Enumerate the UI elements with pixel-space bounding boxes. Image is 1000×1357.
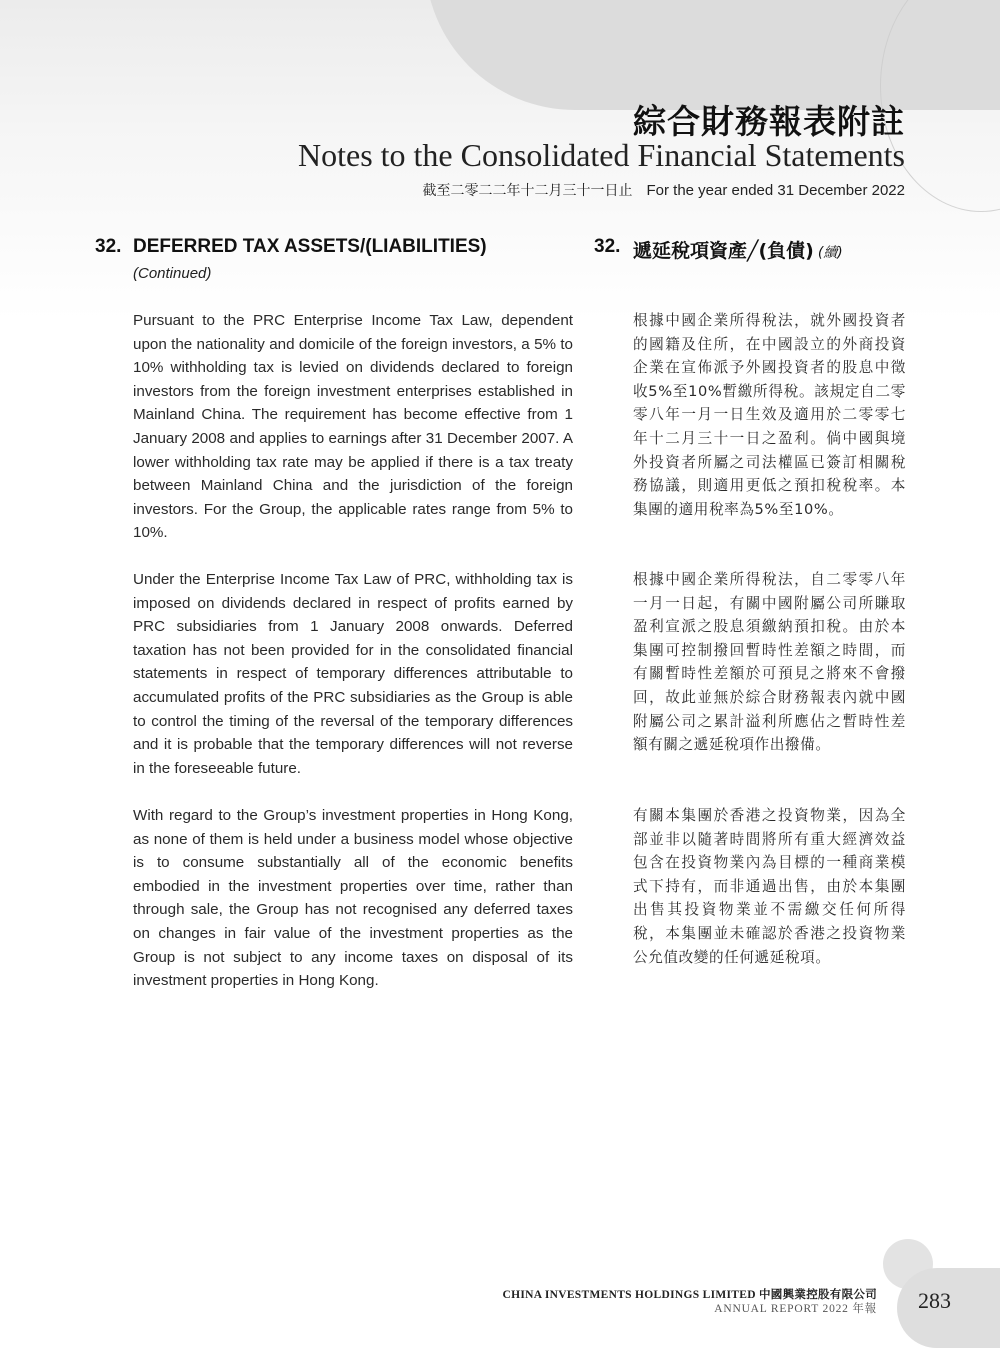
paragraph-cn-2: 根據中國企業所得稅法，自二零零八年一月一日起，有關中國附屬公司所賺取盈利宣派之股息須繳納預扣稅。由於本集團可控制撥回暫時性差額之時間，而有關暫時性差額於可預見之將來不會撥回，故此並無於綜合財務報表內就中國附屬公司之累計溢利所應佔之暫時性差額有關之遞延稅項作出撥備。 (633, 571, 906, 754)
page-title-en: Notes to the Consolidated Financial Statements (297, 137, 905, 173)
section-title-en: DEFERRED TAX ASSETS/(LIABILITIES) (133, 236, 487, 257)
period-cn: 截至二零二二年十二月三十一日止 (422, 183, 633, 199)
period-line (423, 180, 906, 200)
paragraph-en-1: Pursuant to the PRC Enterprise Income Tax Law, dependent upon the nationality and domicile of the foreign investors, a 5% to 10% withholding tax is levied on dividends declared to foreign investors from the foreign investment enterprises established in Mainland China. The requirement has become effective from 1 January 2008 and applies to earnings after 31 December 2007. A lower withholding tax rate may be applied if there is a tax treaty between Mainland China and the jurisdiction of the foreign investors. For the Group, the applicable rates range from 5% to 10%. (133, 312, 573, 542)
page-number: 283 (918, 1288, 951, 1313)
section-number-cn: 32. (594, 236, 621, 257)
paragraph-en-2: Under the Enterprise Income Tax Law of PRC, withholding tax is imposed on dividends declared in respect of profits earned by PRC subsidiaries from 1 January 2008 onwards. Deferred taxation has not been provided for in the consolidated financial statements in respect of temporary differences attributable to accumulated profits of the PRC subsidiaries as the Group is able to control the timing of the reversal of the temporary differences and it is probable that the temporary differences will not reverse in the foreseeable future. (133, 571, 573, 777)
footer-report: ANNUAL REPORT 2022 年報 (714, 1303, 877, 1315)
footer-company: CHINA INVESTMENTS HOLDINGS LIMITED 中國興業控股有限公司 (502, 1289, 877, 1301)
paragraph-en-3: With regard to the Group’s investment properties in Hong Kong, as none of them is held under a business model whose objective is to consume substantially all of the economic benefits embodied in the investment properties over time, rather than through sale, the Group has not recognised any deferred taxes on changes in fair value of the investment properties as the Group is not subject to any income taxes on disposal of its investment properties in Hong Kong. (133, 807, 573, 990)
period-en: For the year ended 31 December 2022 (646, 182, 905, 199)
section-continued-en: (Continued) (133, 265, 212, 282)
section-number-en: 32. (95, 236, 122, 257)
section-title-cn-wrap (633, 236, 843, 263)
section-continued-cn: (續) (817, 245, 843, 261)
paragraph-cn-3: 有關本集團於香港之投資物業，因為全部並非以隨著時間將所有重大經濟效益包含在投資物業內為目標的一種商業模式下持有，而非通過出售，由於本集團出售其投資物業並不需繳交任何所得稅，本集團並未確認於香港之投資物業公允值改變的任何遞延稅項。 (633, 807, 906, 966)
paragraph-cn-1: 根據中國企業所得稅法，就外國投資者的國籍及住所，在中國設立的外商投資企業在宣佈派予外國投資者的股息中徵收5%至10%暫繳所得稅。該規定自二零零八年一月一日生效及適用於二零零七年十二月三十一日之盈利。倘中國與境外投資者所屬之司法權區已簽訂相關稅務協議，則適用更低之預扣稅稅率。本集團的適用稅率為5%至10%。 (633, 312, 906, 518)
page-title-cn: 綜合財務報表附註 (633, 102, 905, 141)
section-title-cn: 遞延稅項資產╱(負債) (633, 240, 814, 262)
